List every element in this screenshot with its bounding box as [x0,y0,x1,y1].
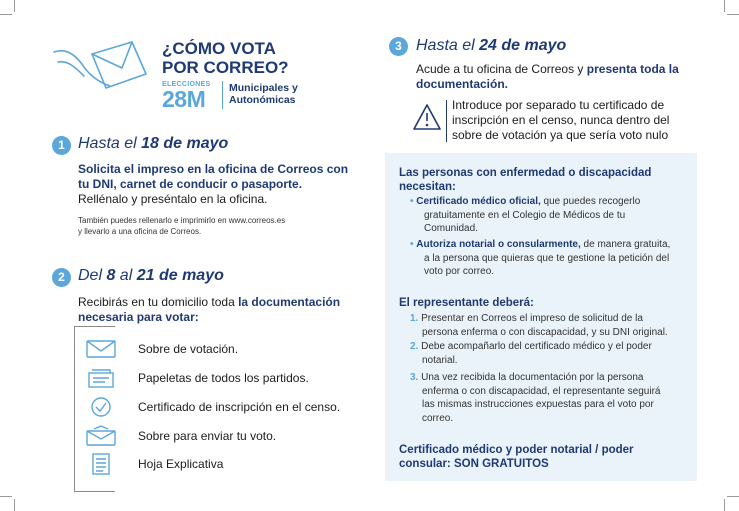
step-1-number: 1 [52,136,71,155]
document-item [84,396,384,418]
step-2-number: 2 [52,268,71,287]
panel-heading-needs: Las personas con enfermedad o discapacidad necesitan: [399,167,652,193]
document-sheet-icon [84,453,118,475]
document-item [84,338,384,360]
warning-icon [412,103,442,131]
hand-envelope-icon [52,34,152,100]
step-2-text: Recibirás en tu domicilio toda la documentación necesaria para votar: [78,295,341,324]
representative-item: 3. Una vez recibida la documentación por la persona enferma o con discapacidad, el representante seguirá las mismas instrucciones expuestas para el voto por correo. [410,372,661,424]
crop-mark [727,496,739,497]
elecciones-label: ELECCIONES [162,81,211,88]
page-title: ¿CÓMO VOTA POR CORREO? [162,39,289,77]
ballots-icon [84,367,118,389]
panel-footer-note: Certificado médico y poder notarial / poder consular: SON GRATUITOS [399,444,634,470]
panel-heading-representative: El representante deberá: [399,297,534,309]
step-3-heading: Hasta el 24 de mayo [416,37,567,54]
envelope-icon [84,338,118,360]
document-label: Hoja Explicativa [138,457,224,471]
step-3-number: 3 [389,37,408,56]
crop-mark [0,496,12,497]
mail-envelope-icon [84,425,118,447]
panel-bullet: • Certificado médico oficial, que puedes recogerlo gratuitamente en el Colegio de Médicos de tu Comunidad. [410,196,641,234]
representative-item: 1. Presentar en Correos el impreso de solicitud de la persona enferma o con discapacidad, y su DNI original. [410,313,668,338]
document-label: Certificado de inscripción en el censo. [138,400,341,414]
divider [222,81,223,109]
election-date-mark: 28M [162,86,206,112]
bullet-dot: • [410,196,414,207]
crop-mark [727,14,739,15]
warning-text: Introduce por separado tu certificado de inscripción en el censo, nunca dentro del sobre de votación ya que sería voto nulo [452,98,670,142]
step-3-text: Acude a tu oficina de Correos y presenta toda la documentación. [416,62,679,91]
crop-mark [724,0,725,12]
document-label: Sobre para enviar tu voto. [138,429,277,443]
document-label: Papeletas de todos los partidos. [138,371,309,385]
certificate-check-icon [84,396,118,418]
document-item [84,453,384,475]
step-1-text: Solicita el impreso en la oficina de Correos con tu DNI, carnet de conducir o pasaporte. Rellénalo y preséntalo en la oficina. [78,162,349,206]
document-item [84,367,384,389]
step-1-note: También puedes rellenarlo e imprimirlo en www.correos.es y llevarlo a una oficina de Correos. [78,216,286,236]
warning-divider [446,100,447,142]
crop-mark [14,0,15,12]
panel-bullet: • Autoriza notarial o consularmente, de manera gratuita, a la persona que quieras que te gestione la petición del voto por correo. [410,239,671,277]
representative-item: 2. Debe acompañarlo del certificado médico y el poder notarial. [410,341,652,366]
step-1-heading: Hasta el 18 de mayo [78,135,229,152]
crop-mark [724,499,725,511]
document-label: Sobre de votación. [138,342,239,356]
election-subtitle: Municipales y Autonómicas [229,82,298,106]
crop-mark [14,499,15,511]
bullet-dot: • [410,239,414,250]
crop-mark [0,14,12,15]
step-2-heading: Del 8 al 21 de mayo [78,267,224,284]
document-item [84,425,384,447]
